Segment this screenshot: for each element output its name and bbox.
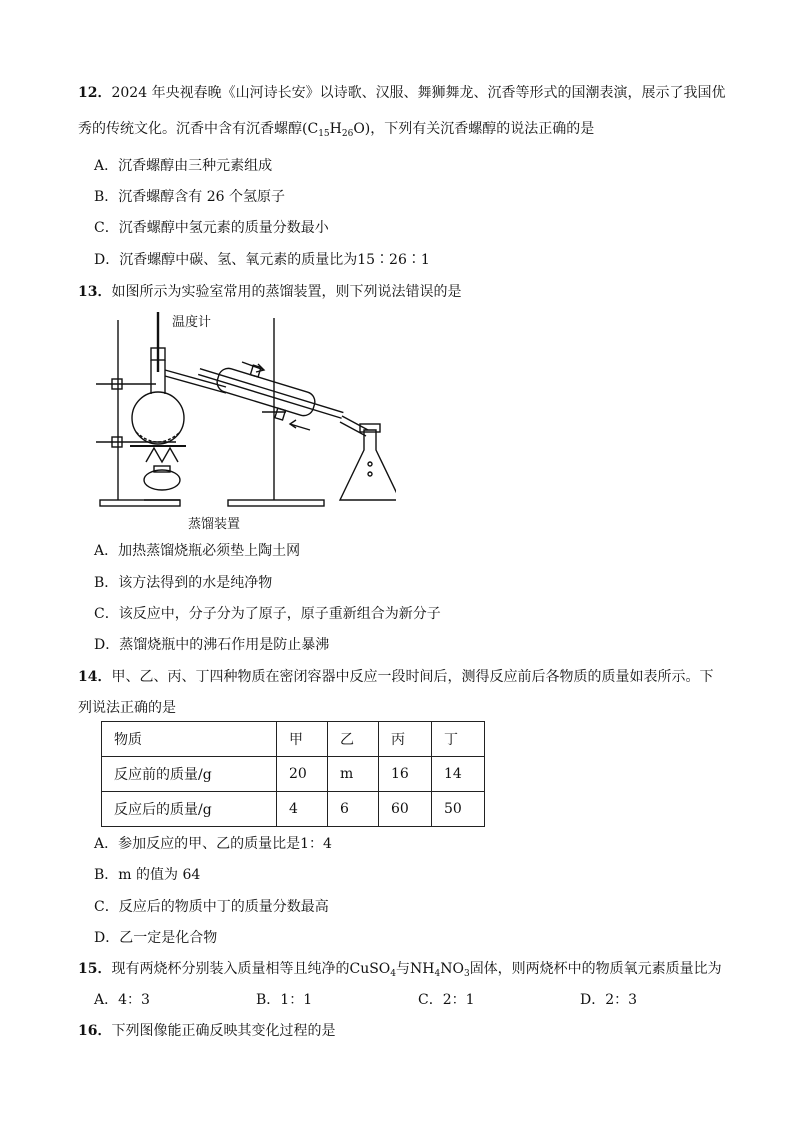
table-header-row	[102, 722, 485, 757]
q12-line2	[78, 118, 594, 139]
q15-stem-pre: 现有两烧杯分别装入质量相等且纯净的	[111, 961, 350, 977]
q15-option-b[interactable]: B．1：1	[256, 992, 313, 1008]
q14-option-d[interactable]: D．乙一定是化合物	[94, 930, 218, 946]
q12-formula: $C_{15}H_{26}O$	[307, 121, 365, 139]
figure-caption: 蒸馏装置	[188, 517, 241, 532]
table-header-cell: 乙	[328, 722, 379, 757]
q15-line	[78, 958, 722, 979]
alcohol-burner	[144, 470, 180, 490]
q15-number: 15．	[78, 961, 112, 977]
q13-line	[78, 281, 461, 301]
q15-option-a[interactable]: A．4：3	[94, 992, 150, 1008]
q12-option-d[interactable]: D．沉香螺醇中碳、氢、氧元素的质量比为15∶26∶1	[94, 252, 430, 268]
q14-option-c[interactable]: C．反应后的物质中丁的质量分数最高	[94, 899, 329, 915]
q14-option-a[interactable]: A．参加反应的甲、乙的质量比是1：4	[94, 836, 332, 852]
q12-line1	[78, 82, 726, 102]
q12-stem-line1: 2024 年央视春晚《山河诗长安》以诗歌、汉服、舞狮舞龙、沉香等形式的国潮表演，展示了我国优	[111, 85, 726, 101]
q13-option-c[interactable]: C．该反应中，分子分为了原子，原子重新组合为新分子	[94, 606, 441, 622]
q15-option-d[interactable]: D．2：3	[580, 992, 638, 1008]
q13-option-a[interactable]: A．加热蒸馏烧瓶必须垫上陶土网	[94, 543, 301, 559]
distillation-apparatus-figure	[96, 312, 396, 534]
table-cell: 4	[277, 792, 328, 827]
thermometer-label: 温度计	[172, 315, 212, 330]
table-cell: 14	[432, 757, 485, 792]
q12-option-c[interactable]: C．沉香螺醇中氢元素的质量分数最小	[94, 220, 329, 236]
q15-options	[94, 989, 714, 1009]
q15-stem-mid: 与	[396, 961, 411, 977]
q15-formula-cuso4: CuSO$_4$	[349, 961, 397, 979]
table-cell: 6	[328, 792, 379, 827]
table-cell: 20	[277, 757, 328, 792]
q13-option-b[interactable]: B．该方法得到的水是纯净物	[94, 575, 273, 591]
table-row	[102, 757, 485, 792]
q13-option-d[interactable]: D．蒸馏烧瓶中的沸石作用是防止暴沸	[94, 637, 330, 653]
q14-line1	[78, 666, 713, 686]
q12-number: 12．	[78, 85, 112, 101]
table-row	[102, 792, 485, 827]
q13-number: 13．	[78, 284, 112, 300]
table-header-cell: 丁	[432, 722, 485, 757]
q12-stem-line2-post: )，下列有关沉香螺醇的说法正确的是	[364, 121, 595, 137]
table-cell: 16	[379, 757, 432, 792]
q15-formula-nh4no3: $NH_4NO_3$	[410, 961, 470, 979]
q14-number: 14．	[78, 669, 112, 685]
mass-table	[101, 721, 485, 827]
left-stand-base	[100, 500, 180, 506]
right-stand-base	[228, 500, 324, 506]
q15-stem-post: 固体，则两烧杯中的物质氧元素质量比为	[469, 961, 722, 977]
q12-stem-line2-pre: 秀的传统文化。沉香中含有沉香螺醇(	[78, 121, 308, 137]
table-header-cell: 甲	[277, 722, 328, 757]
table-header-cell: 物质	[102, 722, 277, 757]
table-cell: 反应后的质量/g	[102, 792, 277, 827]
condenser	[193, 350, 349, 436]
table-cell: m	[328, 757, 379, 792]
table-cell: 反应前的质量/g	[102, 757, 277, 792]
q16-line	[78, 1020, 335, 1040]
q16-number: 16．	[78, 1023, 112, 1039]
q14-option-b[interactable]: B．m 的值为 64	[94, 867, 201, 883]
q12-option-b[interactable]: B．沉香螺醇含有 26 个氢原子	[94, 189, 286, 205]
q14-stem-line2: 列说法正确的是	[78, 700, 176, 716]
table-cell: 60	[379, 792, 432, 827]
q16-stem: 下列图像能正确反映其变化过程的是	[111, 1023, 336, 1039]
table-cell: 50	[432, 792, 485, 827]
table-header-cell: 丙	[379, 722, 432, 757]
q13-stem: 如图所示为实验室常用的蒸馏装置，则下列说法错误的是	[111, 284, 462, 300]
q14-stem-line1: 甲、乙、丙、丁四种物质在密闭容器中反应一段时间后，测得反应前后各物质的质量如表所示。下	[111, 669, 714, 685]
distillation-flask	[132, 392, 184, 444]
q12-option-a[interactable]: A．沉香螺醇由三种元素组成	[94, 158, 273, 174]
q15-option-c[interactable]: C．2：1	[418, 992, 475, 1008]
